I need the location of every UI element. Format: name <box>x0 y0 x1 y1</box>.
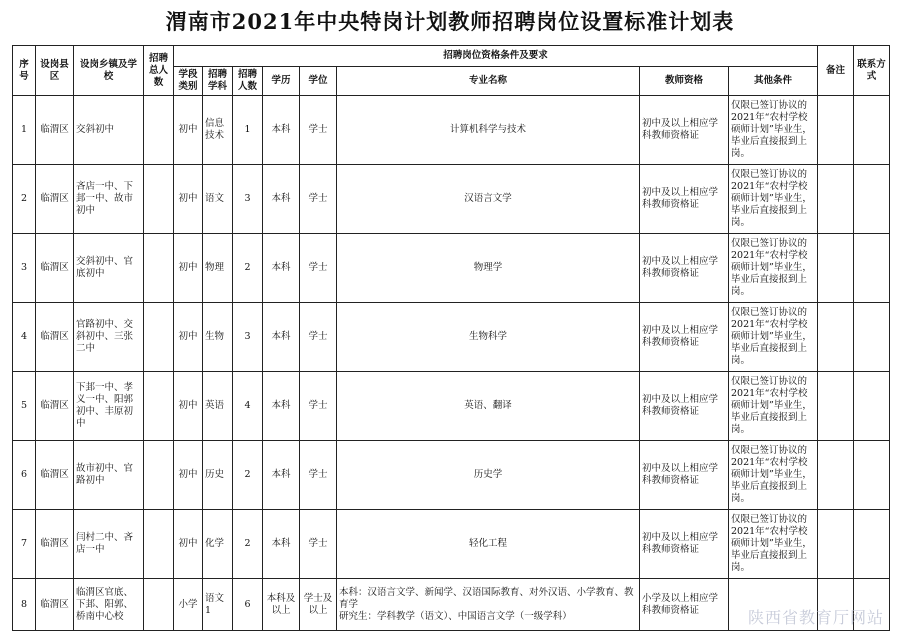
cell-major: 汉语言文学 <box>337 165 640 234</box>
cell-count: 1 <box>233 96 263 165</box>
header-level: 学段类别 <box>174 67 203 96</box>
cell-subject: 语文1 <box>203 579 233 631</box>
cell-qualification: 初中及以上相应学科教师资格证 <box>640 372 729 441</box>
cell-level: 初中 <box>174 165 203 234</box>
cell-qualification: 初中及以上相应学科教师资格证 <box>640 510 729 579</box>
page-title: 渭南市2021年中央特岗计划教师招聘岗位设置标准计划表 <box>165 9 735 34</box>
cell-school: 交斜初中 <box>74 96 144 165</box>
cell-other: 仅限已签订协议的2021年“农村学校硕师计划”毕业生，毕业后直接报到上岗。 <box>729 234 818 303</box>
table-row <box>13 510 890 579</box>
cell-education: 本科及以上 <box>263 579 300 631</box>
cell-level: 初中 <box>174 510 203 579</box>
cell-education: 本科 <box>263 441 300 510</box>
cell-seq: 4 <box>13 303 36 372</box>
cell-degree: 学士 <box>300 441 337 510</box>
cell-note <box>818 96 854 165</box>
cell-major: 历史学 <box>337 441 640 510</box>
cell-other: 仅限已签订协议的2021年“农村学校硕师计划”毕业生，毕业后直接报到上岗。 <box>729 510 818 579</box>
cell-qualification: 初中及以上相应学科教师资格证 <box>640 234 729 303</box>
cell-qualification: 初中及以上相应学科教师资格证 <box>640 441 729 510</box>
cell-county: 临渭区 <box>36 165 74 234</box>
cell-degree: 学士 <box>300 165 337 234</box>
header-education: 学历 <box>263 67 300 96</box>
cell-major: 英语、翻译 <box>337 372 640 441</box>
cell-education: 本科 <box>263 234 300 303</box>
cell-school: 临渭区官底、下邽、阳郭、桥南中心校 <box>74 579 144 631</box>
cell-level: 初中 <box>174 303 203 372</box>
header-qualification: 教师资格 <box>640 67 729 96</box>
header-count: 招聘人数 <box>233 67 263 96</box>
cell-subject: 化学 <box>203 510 233 579</box>
cell-school: 故市初中、官路初中 <box>74 441 144 510</box>
cell-major: 计算机科学与技术 <box>337 96 640 165</box>
header-county: 设岗县区 <box>36 46 74 96</box>
cell-total <box>144 579 174 631</box>
cell-level: 初中 <box>174 234 203 303</box>
cell-major <box>337 579 640 631</box>
cell-seq: 2 <box>13 165 36 234</box>
cell-degree: 学士 <box>300 510 337 579</box>
cell-other: 仅限已签订协议的2021年“农村学校硕师计划”毕业生，毕业后直接报到上岗。 <box>729 165 818 234</box>
cell-count: 4 <box>233 372 263 441</box>
cell-note <box>818 234 854 303</box>
cell-degree: 学士 <box>300 303 337 372</box>
cell-seq: 3 <box>13 234 36 303</box>
cell-school: 吝店一中、下邽一中、故市初中 <box>74 165 144 234</box>
cell-subject: 物理 <box>203 234 233 303</box>
cell-contact <box>854 372 890 441</box>
cell-major: 物理学 <box>337 234 640 303</box>
cell-total <box>144 372 174 441</box>
cell-seq: 8 <box>13 579 36 631</box>
cell-seq: 5 <box>13 372 36 441</box>
cell-count: 3 <box>233 303 263 372</box>
cell-county: 临渭区 <box>36 510 74 579</box>
cell-level: 初中 <box>174 372 203 441</box>
cell-education: 本科 <box>263 372 300 441</box>
cell-total <box>144 165 174 234</box>
table-row <box>13 165 890 234</box>
header-subject: 招聘学科 <box>203 67 233 96</box>
cell-seq: 7 <box>13 510 36 579</box>
major-graduate: 研究生：学科教学（语文）、中国语言文学（一级学科） <box>339 610 572 622</box>
table-row <box>13 441 890 510</box>
cell-subject: 英语 <box>203 372 233 441</box>
table-row <box>13 372 890 441</box>
cell-subject: 信息技术 <box>203 96 233 165</box>
header-school: 设岗乡镇及学校 <box>74 46 144 96</box>
header-major: 专业名称 <box>337 67 640 96</box>
cell-school: 闫村二中、吝店一中 <box>74 510 144 579</box>
major-undergrad: 本科：汉语言文学、新闻学、汉语国际教育、对外汉语、小学教育、教育学 <box>339 586 634 610</box>
cell-contact <box>854 96 890 165</box>
header-note: 备注 <box>818 46 854 96</box>
cell-qualification: 初中及以上相应学科教师资格证 <box>640 96 729 165</box>
cell-county: 临渭区 <box>36 441 74 510</box>
cell-other: 仅限已签订协议的2021年“农村学校硕师计划”毕业生，毕业后直接报到上岗。 <box>729 96 818 165</box>
cell-count: 6 <box>233 579 263 631</box>
cell-contact <box>854 165 890 234</box>
cell-qualification: 小学及以上相应学科教师资格证 <box>640 579 729 631</box>
cell-seq: 1 <box>13 96 36 165</box>
cell-major: 生物科学 <box>337 303 640 372</box>
cell-total <box>144 303 174 372</box>
watermark: 陕西省教育厅网站 <box>747 608 884 627</box>
cell-other: 仅限已签订协议的2021年“农村学校硕师计划”毕业生，毕业后直接报到上岗。 <box>729 441 818 510</box>
cell-other: 仅限已签订协议的2021年“农村学校硕师计划”毕业生，毕业后直接报到上岗。 <box>729 372 818 441</box>
cell-seq: 6 <box>13 441 36 510</box>
cell-note <box>818 303 854 372</box>
header-contact: 联系方式 <box>854 46 890 96</box>
cell-subject: 语文 <box>203 165 233 234</box>
cell-county: 临渭区 <box>36 234 74 303</box>
cell-county: 临渭区 <box>36 96 74 165</box>
cell-total <box>144 441 174 510</box>
cell-degree: 学士 <box>300 96 337 165</box>
cell-education: 本科 <box>263 510 300 579</box>
table-row <box>13 96 890 165</box>
header-seq: 序号 <box>13 46 36 96</box>
cell-county: 临渭区 <box>36 372 74 441</box>
header-other: 其他条件 <box>729 67 818 96</box>
cell-county: 临渭区 <box>36 303 74 372</box>
cell-school: 官路初中、交斜初中、三张二中 <box>74 303 144 372</box>
cell-contact <box>854 510 890 579</box>
cell-note <box>818 165 854 234</box>
cell-total <box>144 510 174 579</box>
cell-county: 临渭区 <box>36 579 74 631</box>
cell-school: 交斜初中、官底初中 <box>74 234 144 303</box>
cell-level: 小学 <box>174 579 203 631</box>
cell-degree: 学士 <box>300 372 337 441</box>
cell-contact <box>854 441 890 510</box>
cell-education: 本科 <box>263 96 300 165</box>
header-requirements: 招聘岗位资格条件及要求 <box>174 46 818 67</box>
cell-count: 2 <box>233 441 263 510</box>
cell-count: 2 <box>233 234 263 303</box>
cell-qualification: 初中及以上相应学科教师资格证 <box>640 165 729 234</box>
cell-major: 轻化工程 <box>337 510 640 579</box>
cell-education: 本科 <box>263 165 300 234</box>
cell-level: 初中 <box>174 441 203 510</box>
table-row <box>13 234 890 303</box>
cell-note <box>818 372 854 441</box>
cell-education: 本科 <box>263 303 300 372</box>
cell-contact <box>854 303 890 372</box>
cell-qualification: 初中及以上相应学科教师资格证 <box>640 303 729 372</box>
cell-degree: 学士 <box>300 234 337 303</box>
cell-count: 3 <box>233 165 263 234</box>
cell-note <box>818 510 854 579</box>
cell-total <box>144 96 174 165</box>
cell-count: 2 <box>233 510 263 579</box>
header-total: 招聘总人数 <box>144 46 174 96</box>
cell-school: 下邽一中、孝义一中、阳郭初中、丰原初中 <box>74 372 144 441</box>
cell-subject: 生物 <box>203 303 233 372</box>
cell-note <box>818 441 854 510</box>
cell-other: 仅限已签订协议的2021年“农村学校硕师计划”毕业生，毕业后直接报到上岗。 <box>729 303 818 372</box>
cell-total <box>144 234 174 303</box>
cell-contact <box>854 234 890 303</box>
cell-degree: 学士及以上 <box>300 579 337 631</box>
header-degree: 学位 <box>300 67 337 96</box>
cell-level: 初中 <box>174 96 203 165</box>
recruitment-table <box>12 45 890 631</box>
table-row <box>13 303 890 372</box>
cell-subject: 历史 <box>203 441 233 510</box>
